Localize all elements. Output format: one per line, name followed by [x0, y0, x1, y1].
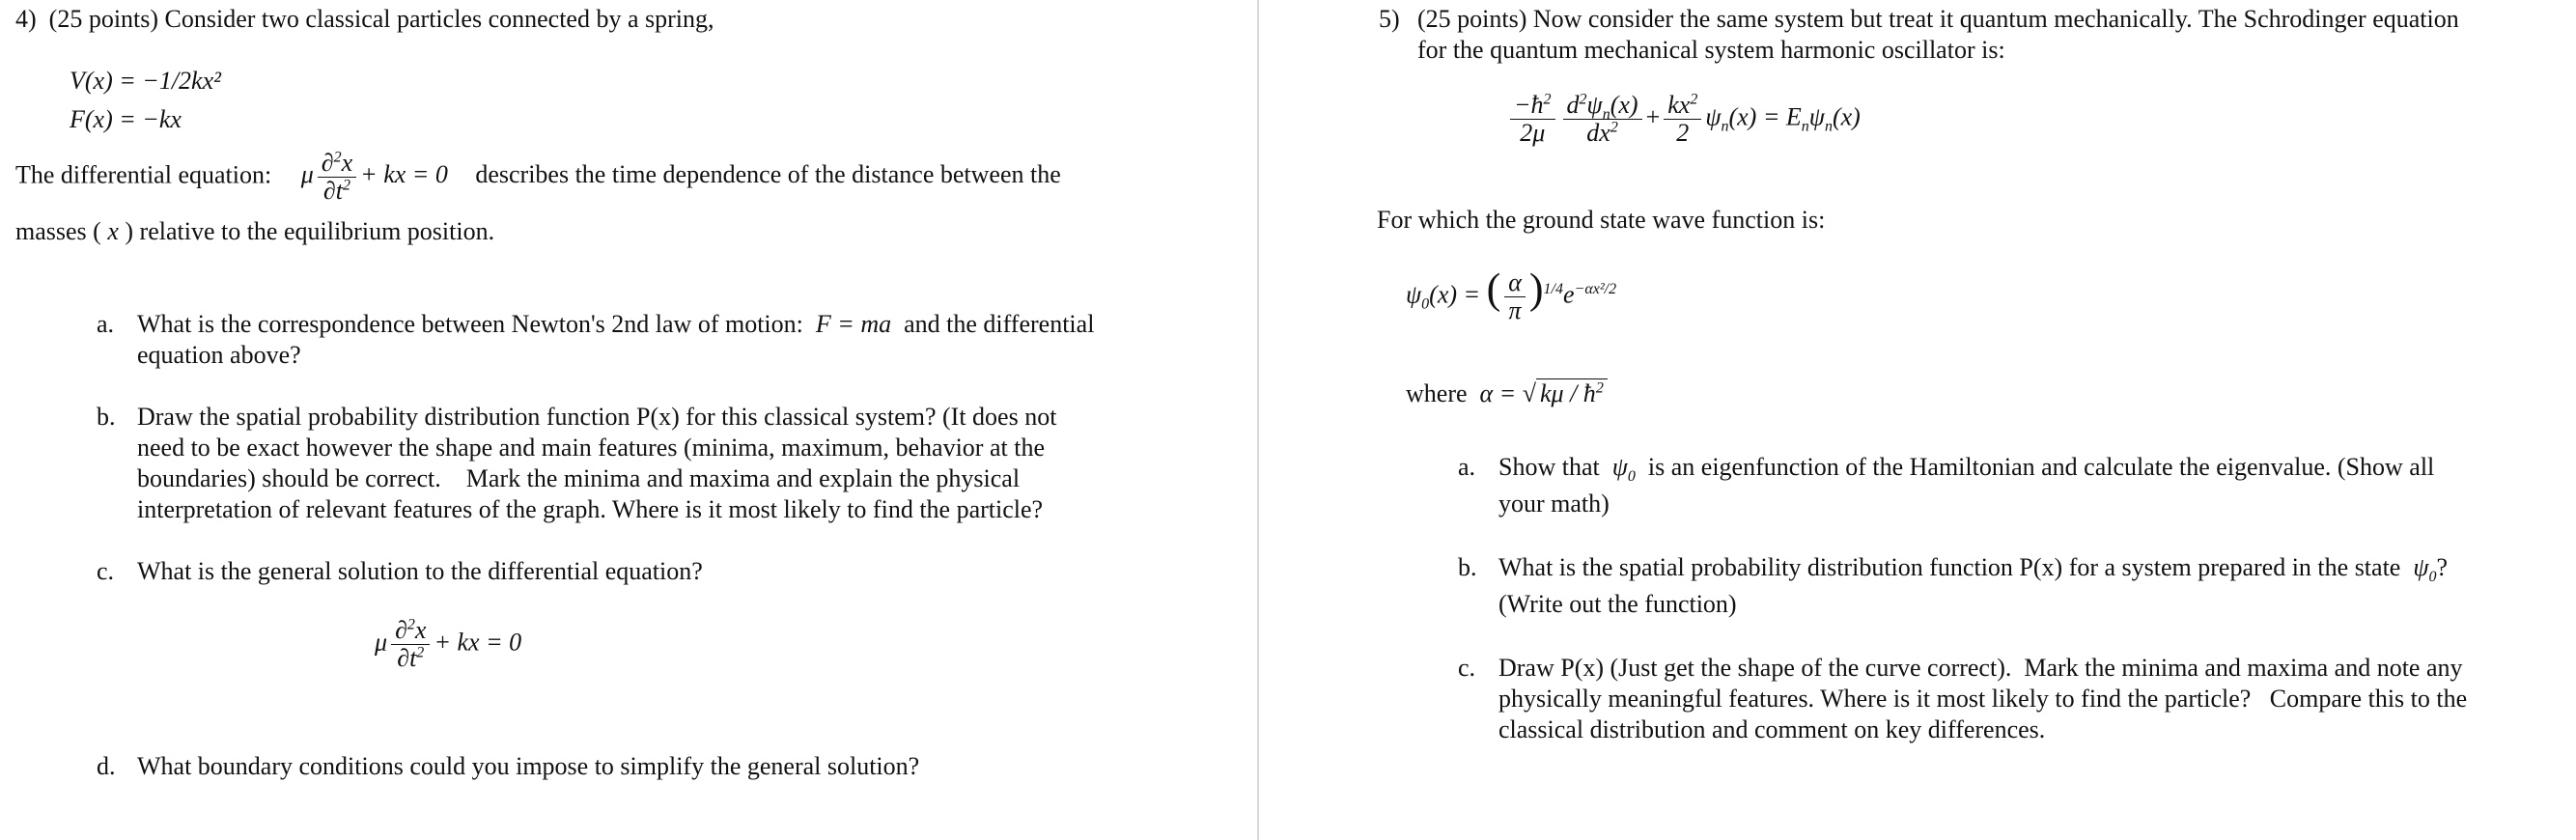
question-text: Draw P(x) (Just get the shape of the curve correct). Mark the minima and maxima and note any	[1498, 654, 2463, 682]
problem-5-title-line-1: (25 points) Now consider the same system but treat it quantum mechanically. The Schrodinger equation	[1417, 5, 2459, 33]
alpha-definition: where α = √ kμ / $ħ^2$	[1406, 378, 1608, 409]
question-label: c.	[97, 557, 115, 585]
question-text: What boundary conditions could you impose to simplify the general solution?	[137, 752, 920, 780]
question-text: interpretation of relevant features of the graph. Where is it most likely to find the particle?	[137, 495, 1044, 523]
newton-law: F = ma	[815, 310, 892, 338]
differential-equation: μ $\frac{\partial^2x}{\partial t^2}$ + kx = 0	[300, 149, 448, 205]
intro-line-2-end: ) relative to the equilibrium position.	[125, 217, 495, 245]
problem-5-title-line-2: for the quantum mechanical system harmonic oscillator is:	[1417, 36, 2005, 64]
question-text: need to be exact however the shape and main features (minima, maximum, behavior at the	[137, 434, 1045, 462]
question-text: (Write out the function)	[1498, 590, 1737, 618]
intro-line-1	[15, 151, 1061, 204]
potential-equation: V(x) = −1/2kx²	[70, 67, 221, 95]
where-label: where	[1406, 379, 1468, 407]
question-label: b.	[97, 403, 116, 431]
question-text: What is the spatial probability distribution function P(x) for a system prepared in the state	[1498, 553, 2401, 581]
intro-line-2	[15, 216, 494, 247]
question-text: and the differential	[904, 310, 1095, 338]
question-text: physically meaningful features. Where is it most likely to find the particle? Compare this to the	[1498, 685, 2468, 713]
differential-equation-repeat: μ $\frac{\partial^2x}{\partial t^2}$ + kx = 0	[375, 616, 522, 672]
problem-4-title: (25 points) Consider two classical particles connected by a spring,	[48, 5, 714, 33]
intro-suffix: describes the time dependence of the distance between the	[475, 160, 1061, 189]
question-label: b.	[1458, 553, 1477, 581]
question-label: d.	[97, 752, 116, 780]
problem-4-heading	[15, 4, 714, 35]
ground-state-intro: For which the ground state wave function is:	[1377, 206, 1826, 234]
question-text: is an eigenfunction of the Hamiltonian and calculate the eigenvalue. (Show all	[1647, 453, 2435, 481]
question-label: c.	[1458, 654, 1476, 682]
force-equation: F(x) = −kx	[70, 105, 182, 133]
problem-4-number: 4)	[15, 5, 37, 33]
question-text: ?	[2436, 553, 2449, 581]
intro-prefix: The differential equation:	[15, 160, 272, 189]
question-text: What is the correspondence between Newton's 2nd law of motion:	[137, 310, 803, 338]
ground-state-wavefunction: $\psi_0(x)$ = ( $\frac{\alpha}{\pi}$ )$^{1/4}e^{-\alpha x^2/2}$	[1406, 265, 1617, 324]
problem-5-number: 5)	[1379, 5, 1400, 33]
psi-0-symbol: $\psi_0$	[2413, 553, 2437, 586]
schrodinger-equation: $\frac{-ħ^2}{2\mu}$ $\frac{d^2\psi_n(x)}{dx^2}$ + $\frac{kx^2}{2}$ $\psi_n(x) = E_n\psi_n(x)$	[1506, 93, 1861, 146]
psi-0-symbol: $\psi_0$	[1611, 453, 1636, 486]
question-text: What is the general solution to the differential equation?	[137, 557, 703, 585]
question-text: your math)	[1498, 490, 1610, 518]
intro-line-2-start: masses (	[15, 217, 101, 245]
question-label: a.	[1458, 453, 1476, 481]
question-text: boundaries) should be correct. Mark the minima and maxima and explain the physical	[137, 464, 1021, 492]
question-text: equation above?	[137, 341, 301, 369]
question-text: Draw the spatial probability distribution function P(x) for this classical system? (It does not	[137, 403, 1057, 431]
question-label: a.	[97, 310, 115, 338]
question-text: Show that	[1498, 453, 1600, 481]
question-text: classical distribution and comment on key differences.	[1498, 715, 2046, 743]
column-divider	[1257, 0, 1259, 840]
intro-variable: x	[107, 217, 119, 245]
